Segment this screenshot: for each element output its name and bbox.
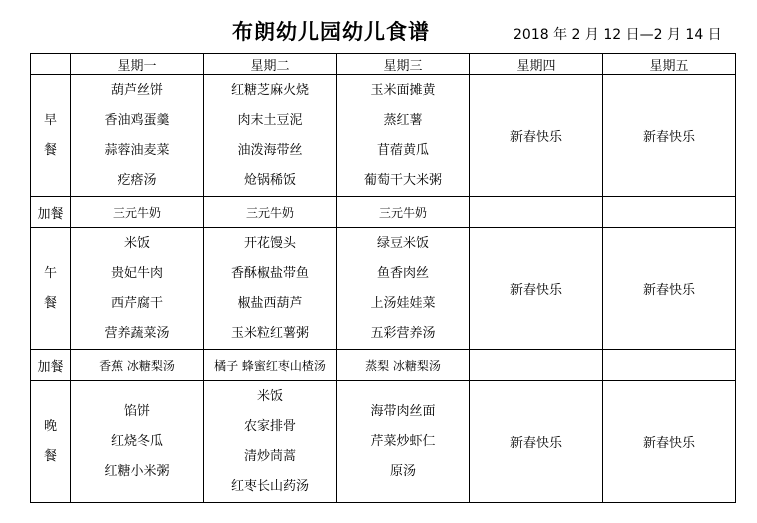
snack1-mon: 三元牛奶: [71, 197, 204, 228]
breakfast-wed: [337, 75, 470, 197]
breakfast-fri: 新春快乐: [603, 75, 736, 197]
snack1-fri: [603, 197, 736, 228]
header-row: [31, 54, 736, 75]
lunch-mon: [71, 228, 204, 350]
breakfast-mon: [71, 75, 204, 197]
snack2-tue: 橘子 蜂蜜红枣山楂汤: [204, 350, 337, 381]
dinner-fri: 新春快乐: [603, 381, 736, 503]
breakfast-tue: [204, 75, 337, 197]
lunch-row: [31, 228, 736, 350]
lunch-tue: [204, 228, 337, 350]
day-header-thu: 星期四: [470, 54, 603, 75]
dish: 苜蓿黄瓜: [376, 142, 429, 158]
dish: 红枣长山药汤: [230, 478, 309, 494]
dish: 米饭: [123, 235, 150, 251]
dish: 红糖芝麻火烧: [230, 82, 309, 98]
lunch-thu: 新春快乐: [470, 228, 603, 350]
dish: 椒盐西葫芦: [237, 295, 303, 311]
snack1-tue: 三元牛奶: [204, 197, 337, 228]
lunch-label: 午 餐: [31, 228, 71, 350]
dinner-tue: [204, 381, 337, 503]
dish: 米饭: [256, 388, 283, 404]
dish: 红烧冬瓜: [110, 433, 163, 449]
dish: 贵妃牛肉: [110, 265, 163, 281]
dinner-wed: [337, 381, 470, 503]
dish: 绿豆米饭: [376, 235, 429, 251]
dinner-label: 晚 餐: [31, 381, 71, 503]
dish: 香油鸡蛋羹: [104, 112, 170, 128]
breakfast-label: 早 餐: [31, 75, 71, 197]
snack2-thu: [470, 350, 603, 381]
lunch-wed: [337, 228, 470, 350]
dish: 上汤娃娃菜: [370, 295, 436, 311]
dish: 蒜蓉油麦菜: [104, 142, 170, 158]
dish: 芹菜炒虾仁: [370, 433, 436, 449]
day-header-wed: 星期三: [337, 54, 470, 75]
dinner-mon: [71, 381, 204, 503]
snack1-row: [31, 197, 736, 228]
menu-table: [30, 53, 736, 503]
dish: 肉末土豆泥: [237, 112, 303, 128]
dish: 西芹腐干: [110, 295, 163, 311]
dinner-thu: 新春快乐: [470, 381, 603, 503]
day-header-mon: 星期一: [71, 54, 204, 75]
dish: 清炒茼蒿: [243, 448, 296, 464]
snack2-fri: [603, 350, 736, 381]
corner-cell: [31, 54, 71, 75]
dish: 海带肉丝面: [370, 403, 436, 419]
dish: 玉米粒红薯粥: [230, 325, 309, 341]
dish: 香酥椒盐带鱼: [230, 265, 309, 281]
dish: 五彩营养汤: [370, 325, 436, 341]
day-header-fri: 星期五: [603, 54, 736, 75]
date-range: 2018 年 2 月 12 日—2 月 14 日: [513, 27, 722, 43]
snack2-mon: 香蕉 冰糖梨汤: [71, 350, 204, 381]
dish: 玉米面摊黄: [370, 82, 436, 98]
snack1-thu: [470, 197, 603, 228]
dish: 葫芦丝饼: [110, 82, 163, 98]
dish: 疙瘩汤: [117, 172, 157, 188]
snack1-label: 加餐: [31, 197, 71, 228]
day-header-tue: 星期二: [204, 54, 337, 75]
dish: 红糖小米粥: [104, 463, 170, 479]
dish: 原汤: [389, 463, 416, 479]
dish: 鱼香肉丝: [376, 265, 429, 281]
dish: 馅饼: [123, 403, 150, 419]
snack1-wed: 三元牛奶: [337, 197, 470, 228]
dish: 开花馒头: [243, 235, 296, 251]
dish: 营养蔬菜汤: [104, 325, 170, 341]
dish: 油泼海带丝: [237, 142, 303, 158]
dish: 蒸红薯: [383, 112, 423, 128]
lunch-fri: 新春快乐: [603, 228, 736, 350]
snack2-row: [31, 350, 736, 381]
snack2-wed: 蒸梨 冰糖梨汤: [337, 350, 470, 381]
breakfast-thu: 新春快乐: [470, 75, 603, 197]
breakfast-row: [31, 75, 736, 197]
dish: 炝锅稀饭: [243, 172, 296, 188]
dish: 农家排骨: [243, 418, 296, 434]
dish: 葡萄干大米粥: [363, 172, 442, 188]
page-title: 布朗幼儿园幼儿食谱: [232, 20, 430, 44]
dinner-row: [31, 381, 736, 503]
snack2-label: 加餐: [31, 350, 71, 381]
